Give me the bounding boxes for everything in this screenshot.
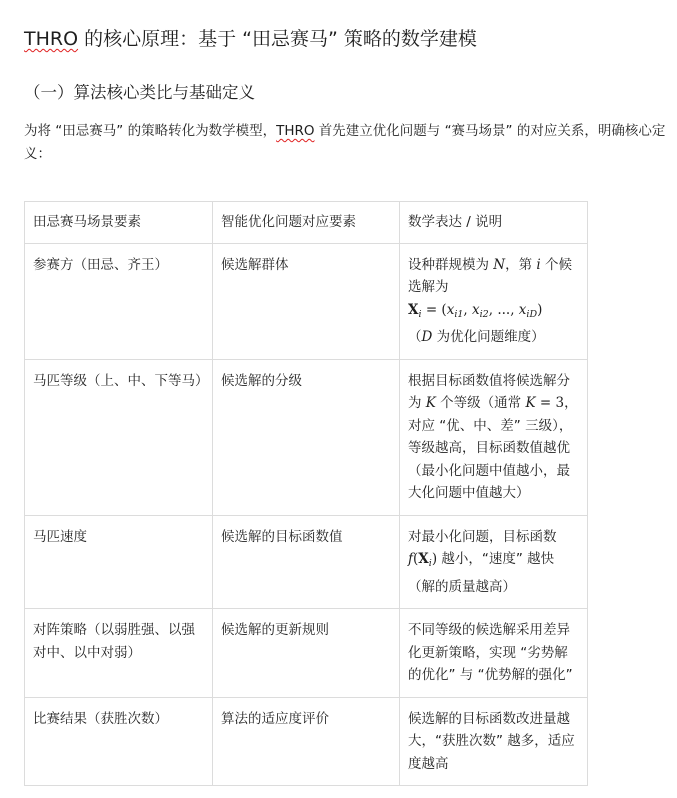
math-symbol: x bbox=[472, 301, 480, 318]
math-symbol: i bbox=[536, 256, 541, 273]
math-symbol: ( bbox=[413, 551, 419, 567]
desc-cell: 设种群规模为 N，第 i 个候选解为 $X_i = (x_{i1}$, $x_{i2}$, ..., $x_{iD}$) （D 为优化问题维度） bbox=[400, 243, 588, 359]
desc-text: 为优化问题维度） bbox=[432, 329, 545, 345]
element-cell: 候选解群体 bbox=[213, 243, 400, 359]
section-heading: （一）算法核心类比与基础定义 bbox=[24, 83, 255, 102]
doc-title bbox=[24, 26, 477, 52]
math-symbol: = 3 bbox=[535, 395, 565, 411]
desc-cell bbox=[400, 359, 588, 515]
math-symbol: ) bbox=[537, 301, 543, 318]
math-symbol: x bbox=[518, 301, 527, 318]
table-row bbox=[25, 609, 588, 698]
table-row bbox=[25, 243, 588, 359]
table-row bbox=[25, 697, 588, 786]
element-cell: 候选解的目标函数值 bbox=[213, 515, 400, 609]
math-symbol: , ..., bbox=[488, 301, 519, 318]
intro-paragraph bbox=[24, 120, 674, 166]
math-symbol: X bbox=[418, 551, 429, 567]
math-subscript: i1 bbox=[454, 308, 464, 320]
scene-cell: 马匹等级（上、中、下等马） bbox=[25, 359, 213, 515]
column-header-scene: 田忌赛马场景要素 bbox=[25, 202, 213, 244]
intro-text-1: 为将 “田忌赛马” 的策略转化为数学模型， bbox=[24, 123, 277, 139]
desc-text: 越小，“速度” 越快（解的质量越高） bbox=[408, 551, 555, 595]
desc-text: 对最小化问题，目标函数 bbox=[408, 528, 557, 545]
title-text: 的核心原理：基于 “田忌赛马” 策略的数学建模 bbox=[78, 28, 477, 50]
math-subscript: i2 bbox=[479, 308, 489, 320]
desc-text: 个等级（通常 bbox=[435, 395, 526, 411]
column-header-desc: 数学表达 / 说明 bbox=[400, 202, 588, 244]
column-header-element: 智能优化问题对应要素 bbox=[213, 202, 400, 244]
desc-text: 设种群规模为 bbox=[408, 256, 494, 273]
math-symbol: ) bbox=[431, 551, 438, 567]
title-spellcheck-word: THRO bbox=[24, 28, 79, 50]
math-symbol: K bbox=[425, 395, 436, 411]
element-cell: 候选解的更新规则 bbox=[213, 609, 400, 698]
table-row bbox=[25, 359, 588, 515]
math-subscript: i bbox=[428, 558, 432, 569]
mapping-table bbox=[24, 201, 588, 786]
math-symbol: f bbox=[408, 551, 413, 567]
scene-cell: 比赛结果（获胜次数） bbox=[25, 697, 213, 786]
desc-cell: 不同等级的候选解采用差异化更新策略，实现 “劣势解的优化” 与 “优势解的强化” bbox=[400, 609, 588, 698]
element-cell: 候选解的分级 bbox=[213, 359, 400, 515]
math-symbol: x bbox=[446, 301, 455, 318]
intro-text-2: 首先建立优化问题与 “赛马场景” 的对应关系，明确核心定义： bbox=[24, 123, 666, 162]
desc-text: ，对应 “优、中、差” 三级），等级越高，目标函数值越优（最小化问题中值越小，最大化问题中值越大） bbox=[408, 395, 578, 501]
math-symbol: = ( bbox=[421, 301, 447, 318]
math-symbol: X bbox=[408, 301, 419, 318]
scene-cell: 对阵策略（以弱胜强、以强对中、以中对弱） bbox=[25, 609, 213, 698]
math-subscript: i bbox=[418, 308, 422, 320]
desc-text: ，第 bbox=[505, 256, 537, 273]
scene-cell: 参赛方（田忌、齐王） bbox=[25, 243, 213, 359]
table-header-row bbox=[25, 202, 588, 244]
desc-cell: 候选解的目标函数改进量越大，“获胜次数” 越多，适应度越高 bbox=[400, 697, 588, 786]
math-symbol: D bbox=[421, 329, 433, 345]
math-symbol: K bbox=[525, 395, 536, 411]
desc-text: 个候选解为 bbox=[408, 256, 573, 295]
intro-spellcheck-word: THRO bbox=[276, 123, 315, 139]
element-cell: 算法的适应度评价 bbox=[213, 697, 400, 786]
math-symbol: N bbox=[493, 256, 506, 273]
desc-text: （ bbox=[408, 329, 422, 345]
desc-cell bbox=[400, 515, 588, 609]
math-subscript: iD bbox=[526, 308, 538, 320]
desc-text: 根据目标函数值将候选解分为 bbox=[408, 372, 570, 411]
table-row bbox=[25, 515, 588, 609]
scene-cell: 马匹速度 bbox=[25, 515, 213, 609]
